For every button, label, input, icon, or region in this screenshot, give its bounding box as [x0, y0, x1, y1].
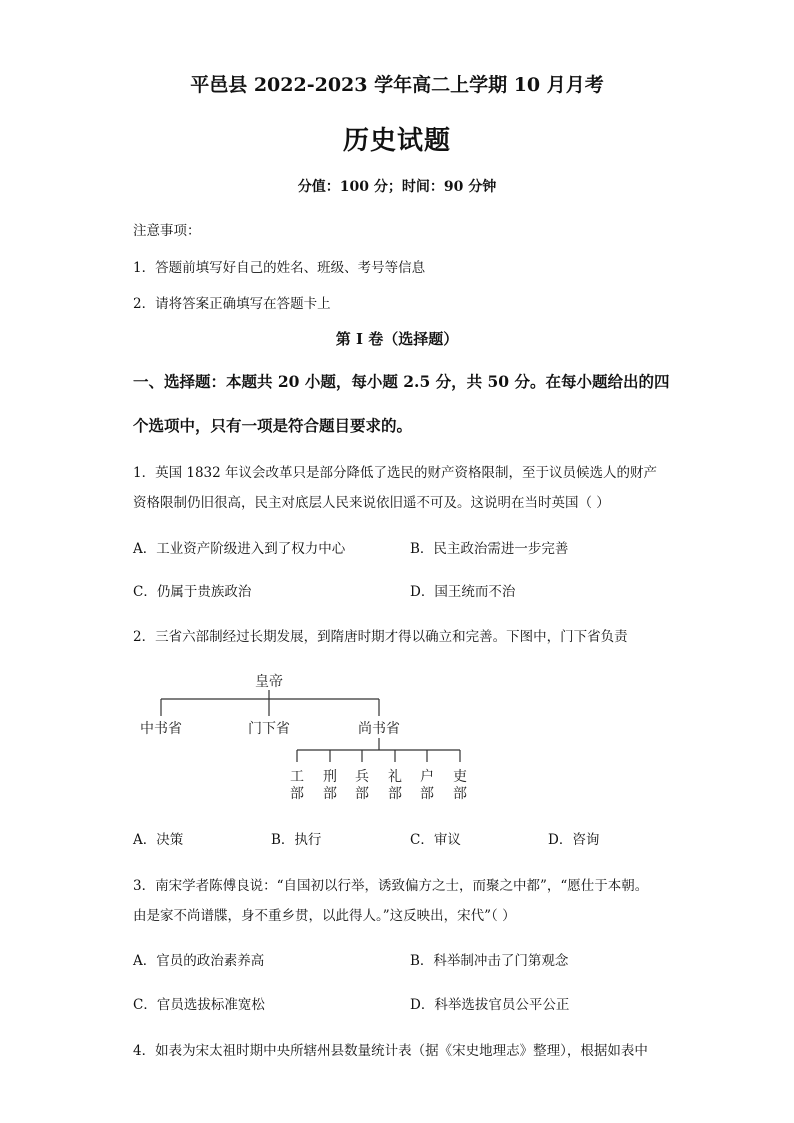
- note-item: 1．答题前填写好自己的姓名、班级、考号等信息: [133, 260, 426, 276]
- question-2-option: B．执行: [271, 832, 322, 848]
- diagram-ministry: 兵: [355, 769, 369, 785]
- question-3-stem: 由是家不尚谱牒，身不重乡贯，以此得人。”这反映出，宋代”（ ）: [133, 908, 516, 924]
- question-1-option: A．工业资产阶级进入到了权力中心: [133, 541, 346, 557]
- question-2-option: D．咨询: [548, 832, 600, 848]
- question-2-option: C．审议: [410, 832, 461, 848]
- diagram-province: 中书省: [140, 721, 182, 737]
- diagram-ministry: 工: [290, 769, 304, 785]
- question-4-stem: 4．如表为宋太祖时期中央所辖州县数量统计表（据《宋史地理志》整理），根据如表中: [133, 1043, 648, 1059]
- diagram-ministry: 部: [453, 786, 467, 802]
- diagram-ministry: 部: [355, 786, 369, 802]
- diagram-province: 门下省: [248, 721, 290, 737]
- diagram-ministry: 部: [388, 786, 402, 802]
- diagram-ministry: 刑: [323, 769, 337, 785]
- notes-heading: 注意事项：: [133, 223, 201, 239]
- diagram-ministry: 礼: [388, 769, 402, 785]
- question-3-stem: 3．南宋学者陈傅良说：“自国初以行举，诱致偏方之士，而聚之中都”，“愿仕于本朝。: [133, 878, 649, 894]
- diagram-ministry: 户: [420, 769, 434, 785]
- diagram-ministry: 部: [323, 786, 337, 802]
- question-2-option: A．决策: [133, 832, 184, 848]
- question-1-stem: 1．英国 1832 年议会改革只是部分降低了选民的财产资格限制，至于议员候选人的财产: [133, 465, 658, 481]
- note-item: 2．请将答案正确填写在答题卡上: [133, 296, 331, 312]
- section-title: 第 I 卷（选择题）: [335, 330, 459, 348]
- three-provinces-diagram: [130, 668, 480, 808]
- diagram-ministry: 吏: [453, 769, 467, 785]
- question-1-option: B．民主政治需进一步完善: [410, 541, 569, 557]
- diagram-province: 尚书省: [358, 721, 400, 737]
- question-3-option: C．官员选拔标准宽松: [133, 997, 265, 1013]
- section-instruction: 个选项中，只有一项是符合题目要求的。: [133, 416, 413, 435]
- question-3-option: A．官员的政治素养高: [133, 953, 265, 969]
- diagram-ministry: 部: [290, 786, 304, 802]
- question-1-option: C．仍属于贵族政治: [133, 584, 252, 600]
- diagram-emperor: 皇帝: [255, 674, 283, 690]
- question-1-stem: 资格限制仍旧很高，民主对底层人民来说依旧遥不可及。这说明在当时英国（ ）: [133, 495, 610, 511]
- question-2-stem: 2．三省六部制经过长期发展，到隋唐时期才得以确立和完善。下图中，门下省负责: [133, 629, 628, 645]
- exam-title: 平邑县 2022-2023 学年高二上学期 10 月月考: [190, 74, 604, 96]
- question-3-option: B．科举制冲击了门第观念: [410, 953, 569, 969]
- diagram-ministry: 部: [420, 786, 434, 802]
- question-1-option: D．国王统而不治: [410, 584, 516, 600]
- section-instruction: 一、选择题：本题共 20 小题，每小题 2.5 分，共 50 分。在每小题给出的四: [133, 372, 670, 391]
- score-time: 分值：100 分；时间：90 分钟: [297, 179, 497, 195]
- question-3-option: D．科举选拔官员公平公正: [410, 997, 570, 1013]
- subject-title: 历史试题: [342, 126, 451, 156]
